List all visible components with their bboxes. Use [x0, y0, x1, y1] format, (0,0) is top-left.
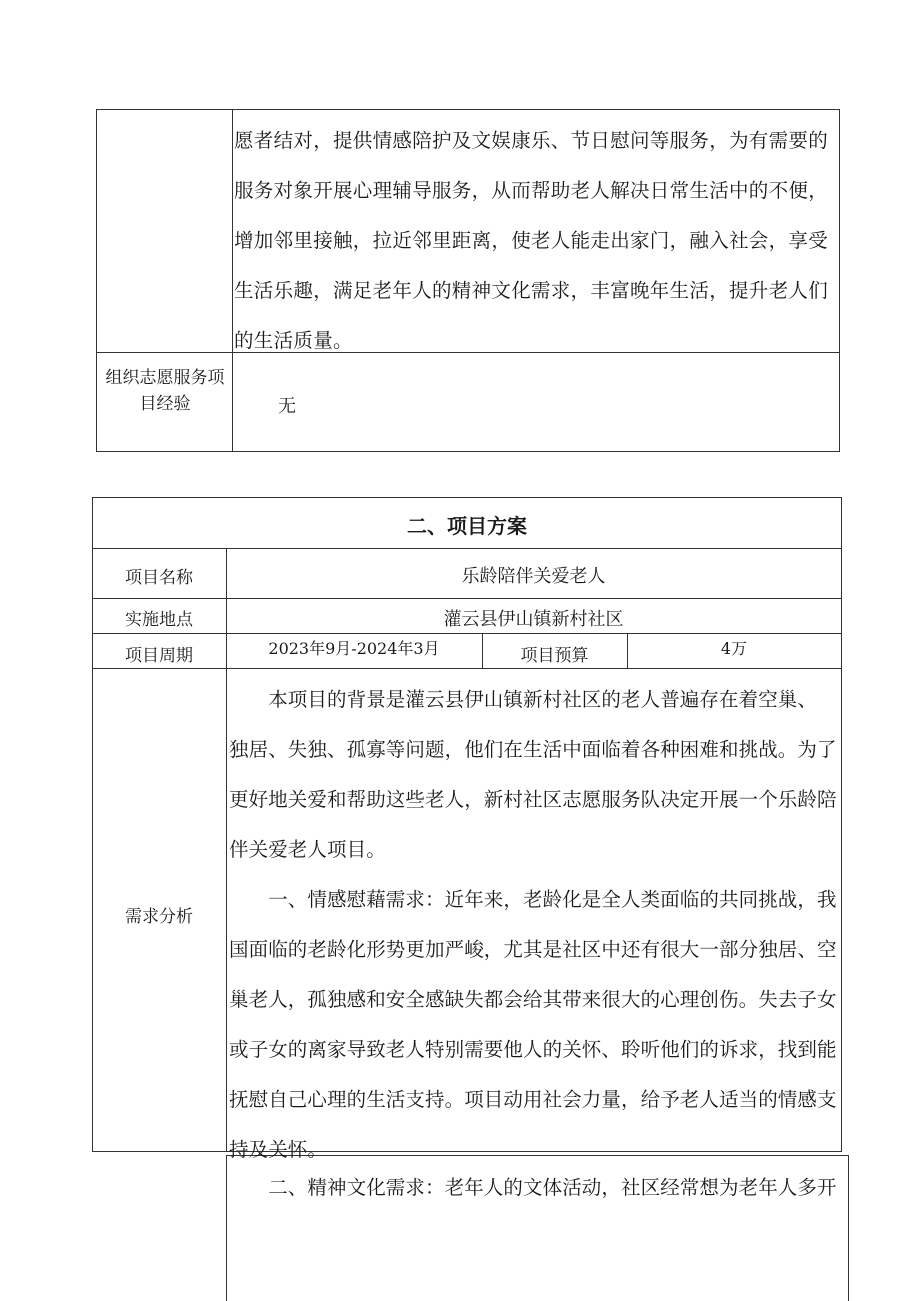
experience-label-line: 组织志愿服务项 [105, 368, 225, 388]
project-description [234, 116, 838, 366]
description-line: 的生活质量。 [234, 329, 353, 352]
table-border [232, 109, 233, 451]
needs-line: 一、情感慰藉需求：近年来，老龄化是全人类面临的共同挑战，我 [229, 888, 837, 911]
table-border [92, 668, 842, 669]
budget-value: 4万 [720, 639, 748, 658]
section-title: 二、项目方案 [407, 514, 527, 538]
table-border [92, 497, 842, 498]
experience-label [98, 365, 232, 417]
table-border [848, 1155, 849, 1301]
needs-line: 独居、失独、孤寡等问题，他们在生活中面临着各种困难和挑战。为了 [229, 738, 837, 761]
needs-line: 伴关爱老人项目。 [229, 838, 386, 861]
needs-line: 或子女的离家导致老人特别需要他人的关怀、聆听他们的诉求，找到能 [229, 1038, 837, 1061]
budget-label: 项目预算 [520, 646, 589, 666]
project-name-value: 乐龄陪伴关爱老人 [461, 566, 606, 587]
needs-line: 国面临的老龄化形势更加严峻，尤其是社区中还有很大一部分独居、空 [229, 938, 837, 961]
table-border [226, 1155, 227, 1301]
location-label: 实施地点 [125, 610, 193, 630]
needs-line: 更好地关爱和帮助这些老人，新村社区志愿服务队决定开展一个乐龄陪 [229, 788, 837, 811]
needs-analysis-label: 需求分析 [125, 907, 193, 927]
needs-line: 二、精神文化需求：老年人的文体活动，社区经常想为老年人多开 [229, 1176, 837, 1199]
period-label: 项目周期 [125, 646, 193, 666]
experience-label-line: 目经验 [139, 394, 191, 414]
needs-line: 巢老人，孤独感和安全感缺失都会给其带来很大的心理创伤。失去子女 [229, 988, 837, 1011]
needs-analysis-text [229, 675, 839, 1175]
needs-continued-text [229, 1163, 845, 1213]
table-border [96, 451, 840, 452]
location-value: 灌云县伊山镇新村社区 [443, 609, 624, 630]
needs-line: 抚慰自己心理的生活支持。项目动用社会力量，给予老人适当的情感支 [229, 1088, 837, 1111]
needs-line: 本项目的背景是灌云县伊山镇新村社区的老人普遍存在着空巢、 [229, 688, 818, 711]
description-line: 增加邻里接触，拉近邻里距离，使老人能走出家门，融入社会，享受 [234, 229, 829, 252]
table-border [92, 633, 842, 634]
table-border [841, 497, 842, 1151]
needs-line: 持及关怀。 [229, 1138, 328, 1161]
description-line: 服务对象开展心理辅导服务，从而帮助老人解决日常生活中的不便， [234, 179, 829, 202]
description-line: 愿者结对，提供情感陪护及文娱康乐、节日慰问等服务，为有需要的 [234, 129, 829, 152]
experience-value: 无 [278, 396, 296, 417]
table-border [839, 109, 840, 451]
table-border [92, 598, 842, 599]
table-border [92, 548, 842, 549]
table-border [96, 109, 840, 110]
table-border [92, 497, 93, 1151]
description-line: 生活乐趣，满足老年人的精神文化需求，丰富晚年生活，提升老人们 [234, 279, 829, 302]
project-name-label: 项目名称 [125, 568, 193, 588]
period-value: 2023年9月-2024年3月 [268, 639, 440, 658]
table-border [96, 109, 97, 451]
